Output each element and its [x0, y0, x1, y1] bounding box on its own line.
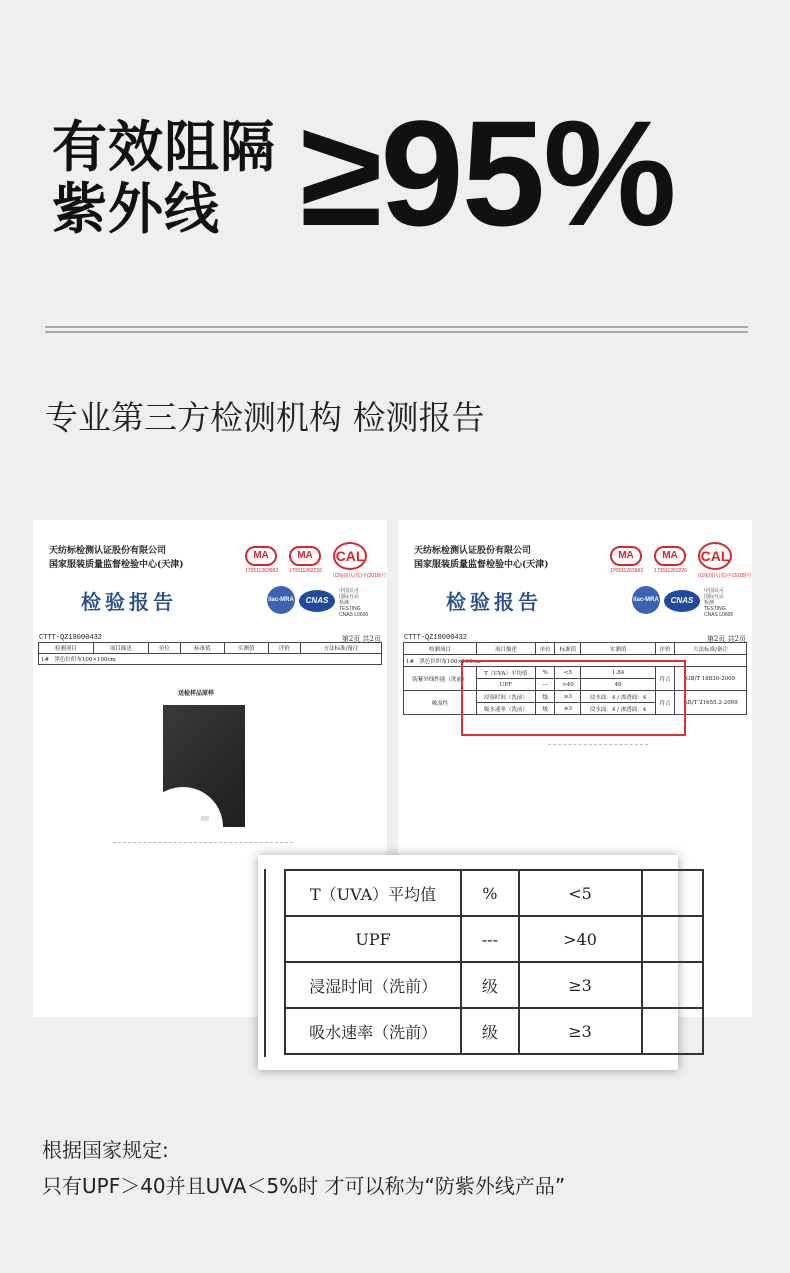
report-org-line2: 国家服装质量监督检验中心(天津): [49, 560, 184, 570]
sample-desc: 黑色针织布100×100cm: [54, 657, 116, 663]
table-header: 检测项目: [39, 643, 94, 654]
sample-id: 1#: [406, 658, 415, 665]
report-org-line1: 天纺标检测认证股份有限公司: [49, 546, 167, 556]
table-row: [285, 1008, 703, 1054]
cell-unit: %: [461, 870, 518, 916]
cell-item: 浸湿时间（洗前）: [285, 962, 461, 1008]
zoomed-table-callout: [258, 855, 678, 1070]
table-header: 单位: [148, 643, 181, 654]
cnas-text-line: 检测: [704, 600, 715, 606]
sample-id: 1#: [41, 657, 50, 663]
sample-row: [39, 654, 382, 665]
report-dashed-line: [548, 744, 648, 745]
hero-title-line2: 紫外线: [52, 177, 221, 241]
table-header: 项目描述: [93, 643, 148, 654]
hero-title-line1: 有效阻隔: [52, 115, 277, 179]
cell-unit: ---: [536, 679, 555, 691]
cnas-text-line: TESTING: [339, 606, 361, 612]
cell-item: T（UVA）平均值: [476, 667, 535, 679]
cnas-text-line: TESTING: [704, 606, 726, 612]
table-header: 方法标准/备注: [301, 643, 382, 654]
table-row: [39, 643, 382, 654]
cnas-logo-icon: CNAS: [299, 590, 335, 612]
zoom-table-edge: [264, 869, 268, 1057]
sample-fabric-image: [163, 705, 245, 827]
divider-bottom: [45, 331, 748, 333]
ma-seal-number: 170511263683: [245, 568, 278, 574]
table-header: 方法标准/备注: [675, 643, 747, 655]
ma-seal-label: MA: [654, 546, 686, 566]
regulation-note-line2: 只有UPF＞40并且UVA＜5%时 才可以称为“防紫外线产品”: [42, 1174, 566, 1198]
ma-seal-icon: [289, 546, 322, 574]
ma-seal-label: MA: [245, 546, 277, 566]
cell-item: T（UVA）平均值: [285, 870, 461, 916]
cnas-text-line: 中国认可: [339, 588, 360, 594]
cell-eval: 符合: [655, 667, 674, 691]
cell-eval: 符合: [655, 691, 674, 715]
cell-unit: 级: [461, 962, 518, 1008]
cnas-text-line: CNAS L0606: [704, 612, 734, 618]
sample-desc: 黑色针织布100×100cm: [419, 658, 481, 665]
hero-title: [52, 116, 292, 240]
cell-standard: ≥3: [555, 691, 581, 703]
group-label: 防紫外线性能（洗前）: [404, 667, 477, 691]
ilac-logo-icon: ilac-MRA: [267, 586, 295, 614]
cal-seal-number: (CN)国认(监)字(2018)号: [698, 573, 752, 579]
table-row: [39, 654, 382, 665]
cell-standard: ≥3: [519, 962, 642, 1008]
cell-item: 吸水速率（洗前）: [285, 1008, 461, 1054]
table-header: 评价: [655, 643, 674, 655]
cell-blank: [642, 962, 704, 1008]
report-org: [414, 544, 549, 572]
zoomed-table: [284, 869, 704, 1055]
table-header: 实测值: [224, 643, 268, 654]
cell-value: 浸水面：4 / 渗透面：4: [581, 691, 655, 703]
report-page-count: 第2页 共2页: [706, 635, 746, 643]
cell-value: 浸水面：4 / 渗透面：4: [581, 703, 655, 715]
cnas-text-line: 检测: [339, 600, 350, 606]
cell-standard: >40: [519, 916, 642, 962]
cal-seal-icon: [698, 542, 751, 579]
table-row: [285, 870, 703, 916]
cal-seal-icon: [333, 542, 386, 579]
ilac-logo-icon: ilac-MRA: [632, 586, 660, 614]
hero-stat: ≥95%: [300, 89, 675, 257]
cell-standard: <5: [555, 667, 581, 679]
report-title: 检验报告: [81, 590, 177, 614]
report-dashed-line: [113, 842, 293, 843]
ma-seal-number: 170511262226: [289, 568, 322, 574]
report-title: 检验报告: [446, 590, 542, 614]
cell-blank: [642, 1008, 704, 1054]
group-label: 吸湿性: [404, 691, 477, 715]
cell-method: GB/T 18830-2009: [675, 667, 747, 691]
ma-seal-number: 170511262226: [654, 568, 687, 574]
report-page-count: 第2页 共2页: [341, 635, 381, 643]
report-number: CTTT-QZ18000432: [404, 634, 468, 642]
cell-unit: 级: [536, 691, 555, 703]
cnas-text-line: 中国认可: [704, 588, 725, 594]
table-header: 实测值: [581, 643, 655, 655]
table-header: 检测项目: [404, 643, 477, 655]
cell-standard: ≥3: [519, 1008, 642, 1054]
cnas-text-line: CNAS L0606: [339, 612, 369, 618]
report-seals: [610, 542, 752, 622]
ma-seal-number: 170511263683: [610, 568, 643, 574]
cell-value: 1.84: [581, 667, 655, 679]
section-subtitle: 专业第三方检测机构 检测报告: [45, 398, 485, 437]
table-header: 标准值: [555, 643, 581, 655]
cell-unit: ---: [461, 916, 518, 962]
report-org: [49, 544, 184, 572]
sample-photo-label: 送检样品原样: [178, 690, 215, 697]
table-header: 单位: [536, 643, 555, 655]
cal-seal-label: CAL: [698, 542, 732, 570]
cal-seal-label: CAL: [333, 542, 367, 570]
table-header: 项目描述: [476, 643, 535, 655]
table-row: [404, 643, 747, 655]
cell-item: 浸湿时间（洗前）: [476, 691, 535, 703]
ma-seal-label: MA: [610, 546, 642, 566]
cell-item: UPF: [476, 679, 535, 691]
cnas-logo-icon: CNAS: [664, 590, 700, 612]
cal-seal-number: (CN)国认(监)字(2018)号: [333, 573, 387, 579]
cnas-text-line: 国际互认: [704, 594, 725, 600]
cell-item: 吸水速率（洗前）: [476, 703, 535, 715]
table-row: [285, 916, 703, 962]
cell-standard: >40: [555, 679, 581, 691]
cell-item: UPF: [285, 916, 461, 962]
cell-method: GB/T 21655.2-2009: [675, 691, 747, 715]
report-seals: [245, 542, 387, 622]
cell-standard: <5: [519, 870, 642, 916]
cell-unit: 级: [461, 1008, 518, 1054]
report-org-line1: 天纺标检测认证股份有限公司: [414, 546, 532, 556]
table-header: 评价: [268, 643, 301, 654]
regulation-note-line1: 根据国家规定:: [42, 1138, 169, 1162]
report-org-line2: 国家服装质量监督检验中心(天津): [414, 560, 549, 570]
ma-seal-icon: [654, 546, 687, 574]
table-row: [285, 962, 703, 1008]
highlight-box: [461, 660, 686, 736]
cnas-text-line: 国际互认: [339, 594, 360, 600]
ma-seal-icon: [610, 546, 643, 574]
cell-blank: [642, 916, 704, 962]
regulation-note: [42, 1132, 565, 1204]
divider-top: [45, 326, 748, 328]
ma-seal-label: MA: [289, 546, 321, 566]
report-number: CTTT-QZ18000432: [39, 634, 103, 642]
cell-value: 46: [581, 679, 655, 691]
cnas-text: [704, 588, 733, 618]
cnas-text: [339, 588, 368, 618]
cell-standard: ≥3: [555, 703, 581, 715]
ma-seal-icon: [245, 546, 278, 574]
cell-unit: 级: [536, 703, 555, 715]
table-header: 标准值: [181, 643, 225, 654]
cell-unit: %: [536, 667, 555, 679]
report-header-table: [38, 642, 382, 665]
cell-blank: [642, 870, 704, 916]
